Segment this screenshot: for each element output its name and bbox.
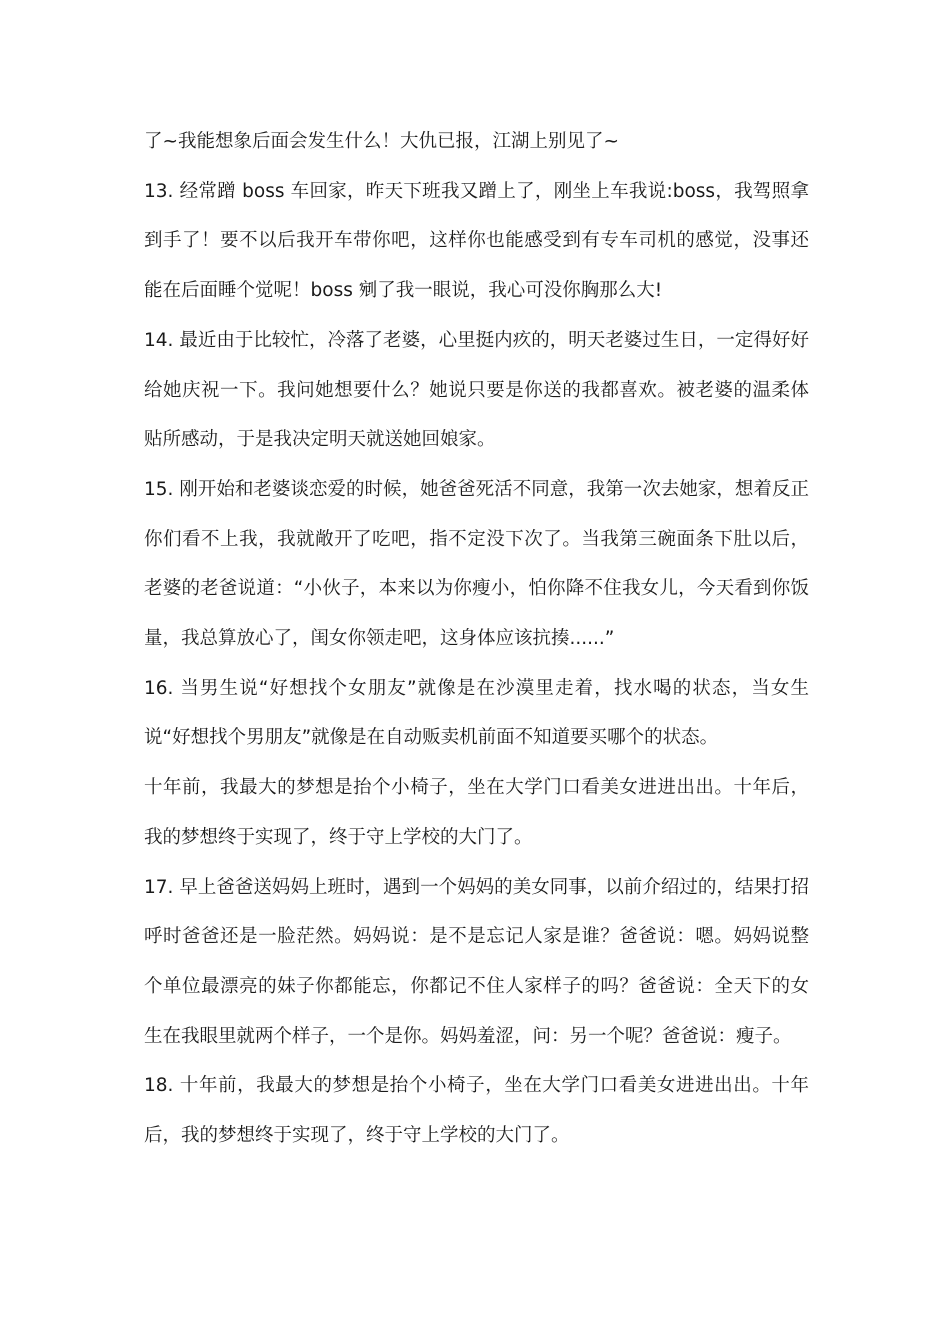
paragraph-joke-18: 18. 十年前，我最大的梦想是抬个小椅子，坐在大学门口看美女进进出出。十年后，我的梦想终于实现了，终于守上学校的大门了。 [144,1075,809,1147]
paragraph-joke-13: 13. 经常蹭 boss 车回家，昨天下班我又蹭上了，刚坐上车我说:boss，我驾照拿到手了！要不以后我开车带你吧，这样你也能感受到有专车司机的感觉，没事还能在后面睡个觉呢！boss 剜了我一眼说，我心可没你胸那么大! [144,180,809,302]
paragraph-joke-14: 14. 最近由于比较忙，冷落了老婆，心里挺内疚的，明天老婆过生日，一定得好好给她庆祝一下。我问她想要什么？她说只要是你送的我都喜欢。被老婆的温柔体贴所感动，于是我决定明天就送她回娘家。 [144,329,809,451]
paragraph-joke-17: 17. 早上爸爸送妈妈上班时，遇到一个妈妈的美女同事，以前介绍过的，结果打招呼时爸爸还是一脸茫然。妈妈说：是不是忘记人家是谁？爸爸说：嗯。妈妈说整个单位最漂亮的妹子你都能忘，你都记不住人家样子的吗？爸爸说：全天下的女生在我眼里就两个样子，一个是你。妈妈羞涩，问：另一个呢？爸爸说：瘦子。 [144,876,809,1047]
paragraph-ten-years: 十年前，我最大的梦想是抬个小椅子，坐在大学门口看美女进进出出。十年后，我的梦想终于实现了，终于守上学校的大门了。 [144,777,809,848]
document-body [144,117,809,1161]
paragraph-joke-16: 16. 当男生说“好想找个女朋友”就像是在沙漠里走着，找水喝的状态，当女生说“好想找个男朋友”就像是在自动贩卖机前面不知道要买哪个的状态。 [144,677,809,749]
paragraph-continuation: 了~我能想象后面会发生什么！大仇已报，江湖上别见了~ [144,131,620,152]
paragraph-joke-15: 15. 刚开始和老婆谈恋爱的时候，她爸爸死活不同意，我第一次去她家，想着反正你们看不上我，我就敞开了吃吧，指不定没下次了。当我第三碗面条下肚以后，老婆的老爸说道：“小伙子，本来以为你瘦小，怕你降不住我女儿，今天看到你饭量，我总算放心了，闺女你领走吧，这身体应该抗揍......” [144,478,809,650]
